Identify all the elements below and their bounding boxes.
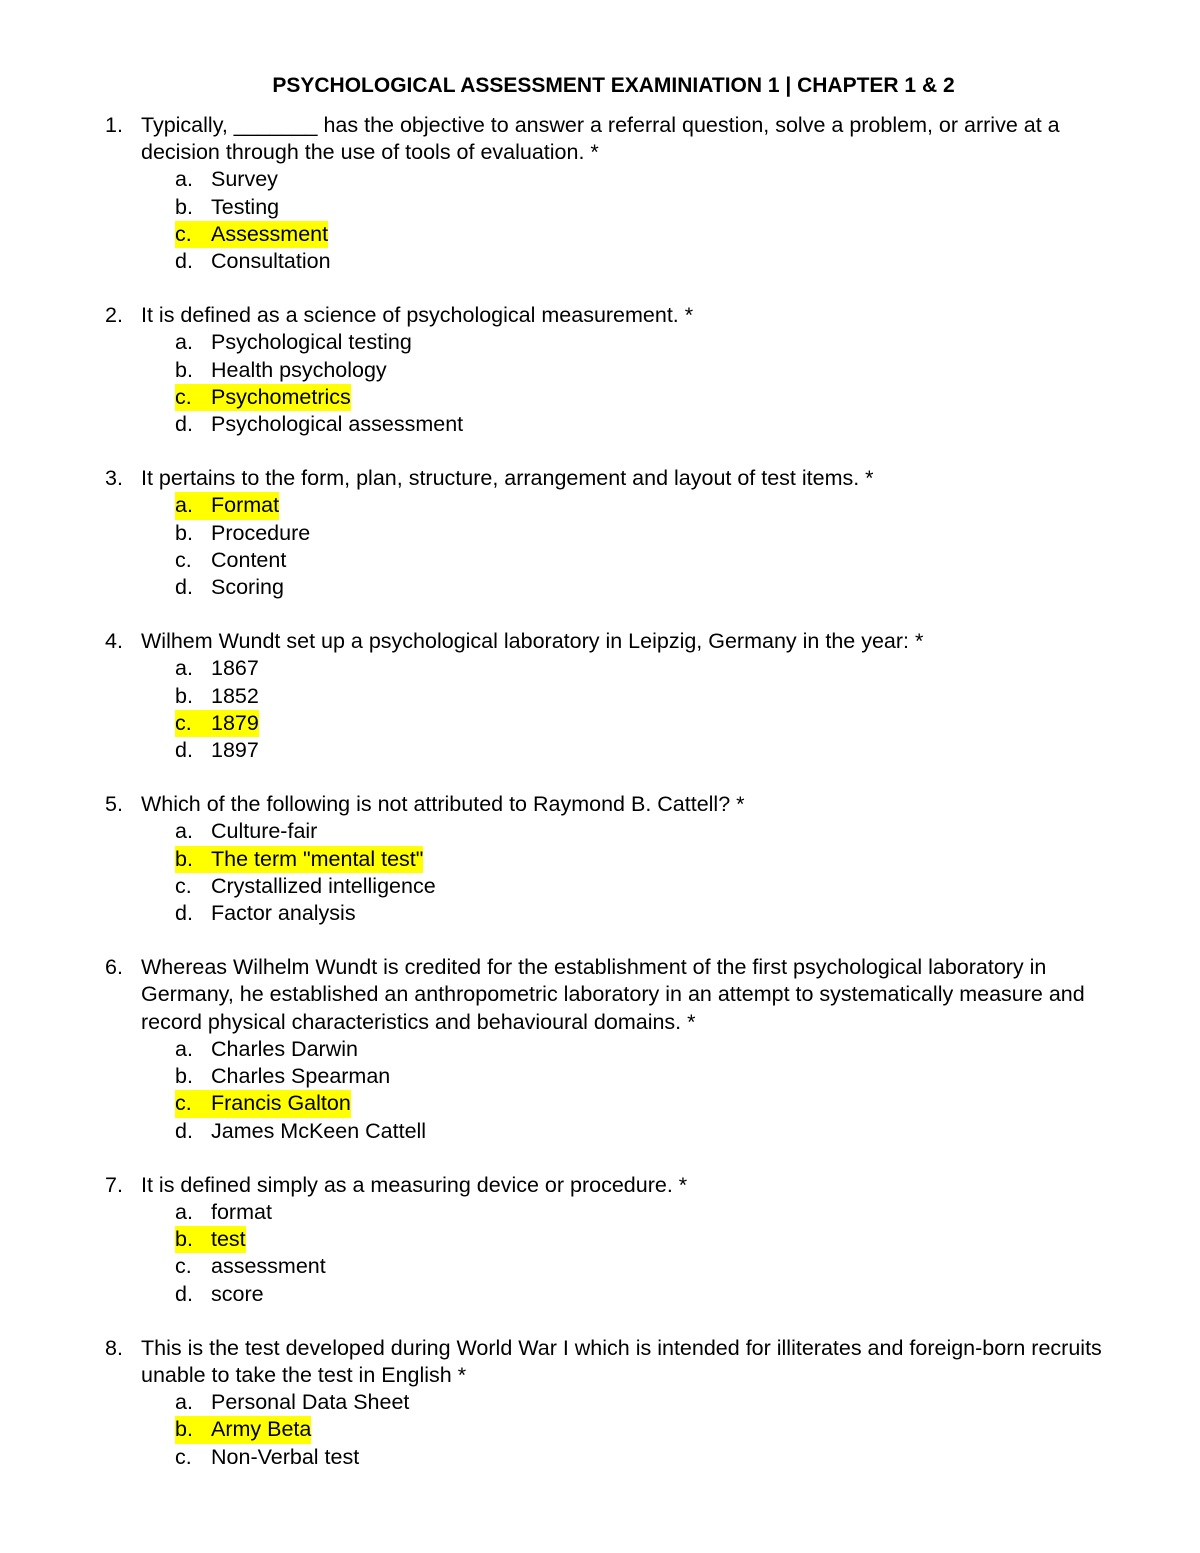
answer-options — [105, 1036, 1130, 1145]
option-letter: b. — [175, 520, 193, 545]
answer-option — [175, 411, 1130, 438]
question-row — [105, 302, 1130, 329]
option-letter: d. — [175, 1118, 193, 1143]
option-text: The term "mental test" — [211, 846, 424, 871]
question-item — [105, 791, 1130, 927]
option-letter: d. — [175, 1281, 193, 1306]
option-text: Assessment — [211, 221, 329, 246]
option-text: Psychological assessment — [211, 412, 464, 437]
option-letter: c. — [175, 221, 192, 246]
option-letter: c. — [175, 1254, 192, 1279]
answer-label — [175, 1389, 409, 1416]
question-row — [105, 791, 1130, 818]
question-text: Whereas Wilhelm Wundt is credited for the establishment of the first psychological laboratory in Germany, he established an anthropometric laboratory in an attempt to systematically measure and record physical characteristics and behavioural domains. * — [141, 955, 1085, 1034]
question-text: Typically, _______ has the objective to answer a referral question, solve a problem, or arrive at a decision through the use of tools of evaluation. * — [141, 113, 1060, 165]
option-letter: a. — [175, 1199, 193, 1224]
option-text: assessment — [211, 1254, 326, 1279]
option-letter: a. — [175, 167, 193, 192]
question-item — [105, 1172, 1130, 1308]
answer-option-correct — [175, 492, 1130, 519]
answer-highlight — [175, 710, 259, 737]
answer-options — [105, 655, 1130, 764]
answer-highlight — [175, 1226, 246, 1253]
question-item — [105, 465, 1130, 601]
option-text: 1897 — [211, 738, 259, 763]
option-text: Army Beta — [211, 1417, 312, 1442]
answer-highlight — [175, 492, 279, 519]
question-list — [105, 112, 1130, 1471]
option-letter: a. — [175, 330, 193, 355]
question-row — [105, 628, 1130, 655]
answer-option — [175, 1389, 1130, 1416]
answer-option — [175, 1036, 1130, 1063]
option-text: Procedure — [211, 520, 311, 545]
answer-label — [175, 194, 279, 221]
answer-option — [175, 1118, 1130, 1145]
option-text: James McKeen Cattell — [211, 1118, 427, 1143]
question-number: 2. — [105, 303, 123, 328]
option-letter: b. — [175, 1417, 193, 1442]
option-text: Factor analysis — [211, 901, 356, 926]
answer-option — [175, 329, 1130, 356]
answer-highlight — [175, 846, 423, 873]
option-text: test — [211, 1227, 246, 1252]
answer-label — [175, 248, 331, 275]
answer-highlight — [175, 384, 351, 411]
question-number: 5. — [105, 792, 123, 817]
answer-label — [175, 1444, 359, 1471]
answer-highlight — [175, 221, 328, 248]
answer-option — [175, 357, 1130, 384]
option-text: Crystallized intelligence — [211, 873, 436, 898]
answer-highlight — [175, 1090, 351, 1117]
answer-label — [175, 818, 317, 845]
option-letter: b. — [175, 846, 193, 871]
option-text: Culture-fair — [211, 819, 318, 844]
question-number: 7. — [105, 1172, 123, 1197]
answer-label — [175, 900, 356, 927]
answer-option — [175, 547, 1130, 574]
answer-label — [175, 1281, 264, 1308]
answer-option-correct — [175, 1090, 1130, 1117]
question-number: 4. — [105, 629, 123, 654]
answer-option-correct — [175, 710, 1130, 737]
answer-label — [175, 1199, 272, 1226]
answer-label — [175, 1036, 358, 1063]
option-letter: d. — [175, 901, 193, 926]
option-letter: c. — [175, 1091, 192, 1116]
option-text: Psychometrics — [211, 384, 351, 409]
option-letter: a. — [175, 1036, 193, 1061]
option-text: Francis Galton — [211, 1091, 351, 1116]
answer-option — [175, 1281, 1130, 1308]
answer-option — [175, 873, 1130, 900]
question-text: This is the test developed during World War I which is intended for illiterates and foreign-born recruits unable to take the test in English * — [141, 1335, 1102, 1387]
question-row — [105, 1335, 1130, 1389]
question-item — [105, 112, 1130, 275]
answer-option — [175, 574, 1130, 601]
option-text: Personal Data Sheet — [211, 1390, 410, 1415]
option-text: Testing — [211, 194, 280, 219]
option-letter: c. — [175, 1444, 192, 1469]
answer-label — [175, 547, 286, 574]
question-row — [105, 1172, 1130, 1199]
answer-label — [175, 655, 259, 682]
option-letter: a. — [175, 819, 193, 844]
answer-label — [175, 1118, 426, 1145]
answer-highlight — [175, 1416, 311, 1443]
option-letter: b. — [175, 194, 193, 219]
answer-label — [175, 574, 284, 601]
answer-option — [175, 1063, 1130, 1090]
option-text: Consultation — [211, 249, 331, 274]
question-item — [105, 302, 1130, 438]
option-letter: a. — [175, 1390, 193, 1415]
option-letter: d. — [175, 738, 193, 763]
option-letter: d. — [175, 249, 193, 274]
option-text: format — [211, 1199, 272, 1224]
answer-option — [175, 737, 1130, 764]
answer-option — [175, 194, 1130, 221]
option-letter: d. — [175, 575, 193, 600]
answer-option — [175, 1199, 1130, 1226]
document-title: PSYCHOLOGICAL ASSESSMENT EXAMINIATION 1 | CHAPTER 1 & 2 — [272, 74, 955, 97]
question-item — [105, 954, 1130, 1144]
answer-label — [175, 411, 463, 438]
question-item — [105, 628, 1130, 764]
answer-option-correct — [175, 384, 1130, 411]
question-number: 3. — [105, 466, 123, 491]
option-text: Content — [211, 547, 287, 572]
option-letter: b. — [175, 1227, 193, 1252]
answer-label — [175, 166, 278, 193]
answer-option — [175, 683, 1130, 710]
answer-options — [105, 1389, 1130, 1471]
question-number: 1. — [105, 113, 123, 137]
option-text: Survey — [211, 167, 278, 192]
option-letter: c. — [175, 873, 192, 898]
option-letter: c. — [175, 547, 192, 572]
option-letter: c. — [175, 710, 192, 735]
option-text: Health psychology — [211, 357, 387, 382]
option-text: 1867 — [211, 656, 259, 681]
option-letter: a. — [175, 656, 193, 681]
answer-label — [175, 873, 436, 900]
option-letter: b. — [175, 357, 193, 382]
question-text: Wilhem Wundt set up a psychological laboratory in Leipzig, Germany in the year: * — [141, 629, 924, 654]
answer-options — [105, 492, 1130, 601]
answer-option — [175, 166, 1130, 193]
option-letter: d. — [175, 412, 193, 437]
option-text: Scoring — [211, 575, 284, 600]
answer-option — [175, 655, 1130, 682]
answer-option-correct — [175, 1226, 1130, 1253]
answer-option — [175, 1253, 1130, 1280]
option-text: Non-Verbal test — [211, 1444, 360, 1469]
answer-options — [105, 329, 1130, 438]
answer-label — [175, 683, 259, 710]
question-row — [105, 465, 1130, 492]
answer-label — [175, 737, 259, 764]
question-row — [105, 954, 1130, 1036]
answer-label — [175, 520, 310, 547]
answer-options — [105, 818, 1130, 927]
answer-label — [175, 329, 412, 356]
option-text: score — [211, 1281, 264, 1306]
question-row — [105, 112, 1130, 166]
answer-option-correct — [175, 846, 1130, 873]
question-text: It is defined simply as a measuring device or procedure. * — [141, 1172, 688, 1197]
question-number: 8. — [105, 1335, 123, 1360]
option-letter: c. — [175, 384, 192, 409]
answer-option — [175, 248, 1130, 275]
answer-option — [175, 818, 1130, 845]
option-text: Charles Spearman — [211, 1064, 391, 1089]
option-letter: b. — [175, 1064, 193, 1089]
option-letter: a. — [175, 493, 193, 518]
answer-option-correct — [175, 1416, 1130, 1443]
answer-label — [175, 1063, 390, 1090]
answer-options — [105, 1199, 1130, 1308]
answer-label — [175, 357, 387, 384]
question-text: It is defined as a science of psychological measurement. * — [141, 303, 694, 328]
answer-label — [175, 1253, 326, 1280]
option-letter: b. — [175, 683, 193, 708]
question-number: 6. — [105, 955, 123, 980]
option-text: Charles Darwin — [211, 1036, 358, 1061]
option-text: 1879 — [211, 710, 259, 735]
question-text: Which of the following is not attributed to Raymond B. Cattell? * — [141, 792, 745, 817]
question-item — [105, 1335, 1130, 1471]
answer-options — [105, 166, 1130, 275]
answer-option — [175, 1444, 1130, 1471]
question-text: It pertains to the form, plan, structure, arrangement and layout of test items. * — [141, 466, 874, 491]
option-text: Format — [211, 493, 280, 518]
answer-option — [175, 520, 1130, 547]
option-text: 1852 — [211, 683, 259, 708]
answer-option — [175, 900, 1130, 927]
option-text: Psychological testing — [211, 330, 412, 355]
answer-option-correct — [175, 221, 1130, 248]
